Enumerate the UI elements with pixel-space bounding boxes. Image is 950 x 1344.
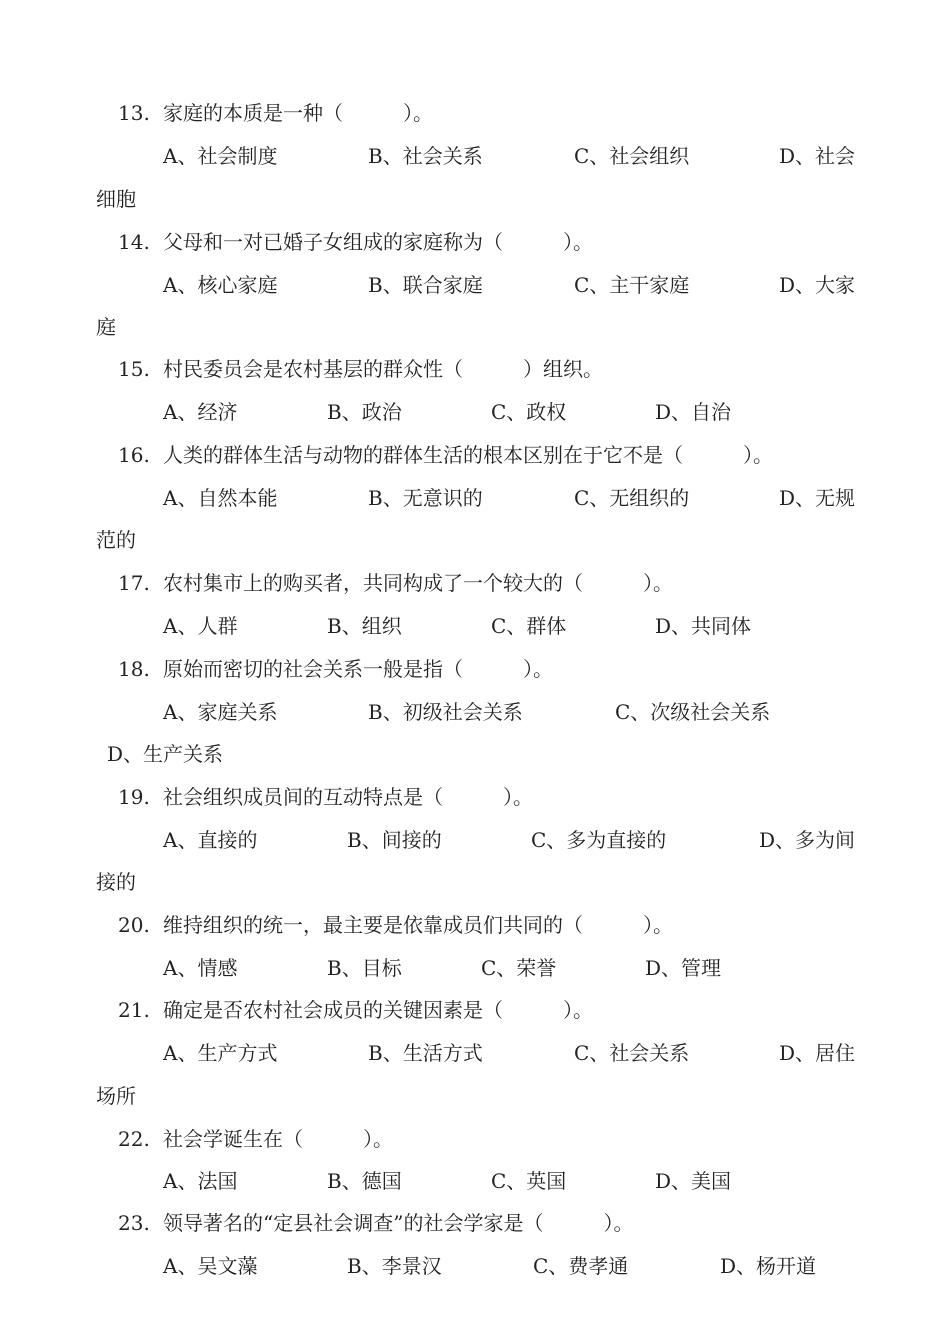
option-wrap-21 xyxy=(0,1081,950,1111)
option-wrap-19 xyxy=(0,867,950,897)
question-stem: 社会组织成员间的互动特点是（ ）。 xyxy=(163,785,533,809)
option-d: D、杨开道 xyxy=(720,1254,817,1278)
option-a: A、社会制度 xyxy=(163,144,278,168)
option-continuation: 细胞 xyxy=(96,187,136,211)
option-b: B、生活方式 xyxy=(368,1041,483,1065)
option-d: D、管理 xyxy=(645,956,722,980)
question-22 xyxy=(0,1124,950,1154)
question-stem: 父母和一对已婚子女组成的家庭称为（ ）。 xyxy=(163,230,593,254)
options-20 xyxy=(0,953,950,983)
option-d: D、生产关系 xyxy=(107,742,224,766)
option-continuation: 庭 xyxy=(96,315,116,339)
options-13 xyxy=(0,141,950,171)
options-16 xyxy=(0,483,950,513)
question-14 xyxy=(0,227,950,257)
question-23 xyxy=(0,1208,950,1238)
options-15 xyxy=(0,397,950,427)
question-number: 20. xyxy=(118,913,150,937)
options-17 xyxy=(0,611,950,641)
option-c: C、英国 xyxy=(491,1169,567,1193)
option-a: A、人群 xyxy=(163,614,238,638)
options-22 xyxy=(0,1166,950,1196)
question-number: 17. xyxy=(118,571,150,595)
question-stem: 农村集市上的购买者，共同构成了一个较大的（ ）。 xyxy=(163,571,673,595)
option-d: D、社会 xyxy=(779,144,856,168)
question-number: 19. xyxy=(118,785,150,809)
option-b: B、社会关系 xyxy=(368,144,483,168)
option-c: C、次级社会关系 xyxy=(615,700,771,724)
option-d: D、自治 xyxy=(655,400,732,424)
option-a: A、家庭关系 xyxy=(163,700,278,724)
options-14 xyxy=(0,270,950,300)
option-b: B、初级社会关系 xyxy=(368,700,523,724)
option-c: C、社会组织 xyxy=(574,144,690,168)
option-c: C、费孝通 xyxy=(533,1254,629,1278)
option-a: A、自然本能 xyxy=(163,486,278,510)
question-19 xyxy=(0,782,950,812)
question-number: 22. xyxy=(118,1127,150,1151)
question-number: 13. xyxy=(118,101,150,125)
question-stem: 确定是否农村社会成员的关键因素是（ ）。 xyxy=(163,998,593,1022)
option-c: C、无组织的 xyxy=(574,486,690,510)
option-b: B、间接的 xyxy=(347,828,442,852)
question-13 xyxy=(0,98,950,128)
option-b: B、无意识的 xyxy=(368,486,483,510)
option-a: A、情感 xyxy=(163,956,238,980)
option-c: C、群体 xyxy=(491,614,567,638)
question-15 xyxy=(0,354,950,384)
question-number: 15. xyxy=(118,357,150,381)
option-c: C、政权 xyxy=(491,400,567,424)
option-wrap-16 xyxy=(0,525,950,555)
option-b: B、目标 xyxy=(327,956,402,980)
option-continuation: 场所 xyxy=(96,1084,136,1108)
question-stem: 社会学诞生在（ ）。 xyxy=(163,1127,393,1151)
question-number: 18. xyxy=(118,657,150,681)
question-stem: 领导著名的“定县社会调查”的社会学家是（ ）。 xyxy=(163,1211,634,1235)
question-16 xyxy=(0,440,950,470)
option-continuation: 范的 xyxy=(96,528,136,552)
option-a: A、吴文藻 xyxy=(163,1254,258,1278)
options-21 xyxy=(0,1038,950,1068)
option-b: B、联合家庭 xyxy=(368,273,483,297)
options-18 xyxy=(0,697,950,727)
question-stem: 家庭的本质是一种（ ）。 xyxy=(163,101,433,125)
question-number: 16. xyxy=(118,443,150,467)
options-19 xyxy=(0,825,950,855)
option-d: D、共同体 xyxy=(655,614,752,638)
option-wrap-13 xyxy=(0,184,950,214)
option-b: B、组织 xyxy=(327,614,402,638)
option-continuation: 接的 xyxy=(96,870,136,894)
question-number: 23. xyxy=(118,1211,150,1235)
question-stem: 人类的群体生活与动物的群体生活的根本区别在于它不是（ ）。 xyxy=(163,443,773,467)
question-number: 14. xyxy=(118,230,150,254)
option-wrap-14 xyxy=(0,312,950,342)
question-stem: 维持组织的统一，最主要是依靠成员们共同的（ ）。 xyxy=(163,913,673,937)
option-b: B、李景汉 xyxy=(347,1254,442,1278)
option-d: D、无规 xyxy=(779,486,856,510)
option-a: A、生产方式 xyxy=(163,1041,278,1065)
question-stem: 村民委员会是农村基层的群众性（ ）组织。 xyxy=(163,357,603,381)
option-d: D、居住 xyxy=(779,1041,856,1065)
option-a: A、核心家庭 xyxy=(163,273,278,297)
option-a: A、直接的 xyxy=(163,828,258,852)
option-a: A、经济 xyxy=(163,400,238,424)
question-18 xyxy=(0,654,950,684)
question-number: 21. xyxy=(118,998,150,1022)
option-c: C、荣誉 xyxy=(481,956,557,980)
option-c: C、主干家庭 xyxy=(574,273,690,297)
option-d: D、大家 xyxy=(779,273,856,297)
question-stem: 原始而密切的社会关系一般是指（ ）。 xyxy=(163,657,553,681)
option-d: D、多为间 xyxy=(759,828,856,852)
question-17 xyxy=(0,568,950,598)
option-b: B、德国 xyxy=(327,1169,402,1193)
options-23 xyxy=(0,1251,950,1281)
question-21 xyxy=(0,995,950,1025)
option-d: D、美国 xyxy=(655,1169,732,1193)
option-c: C、多为直接的 xyxy=(531,828,667,852)
option-wrap-18 xyxy=(0,739,950,769)
option-a: A、法国 xyxy=(163,1169,238,1193)
option-b: B、政治 xyxy=(327,400,402,424)
question-20 xyxy=(0,910,950,940)
option-c: C、社会关系 xyxy=(574,1041,690,1065)
